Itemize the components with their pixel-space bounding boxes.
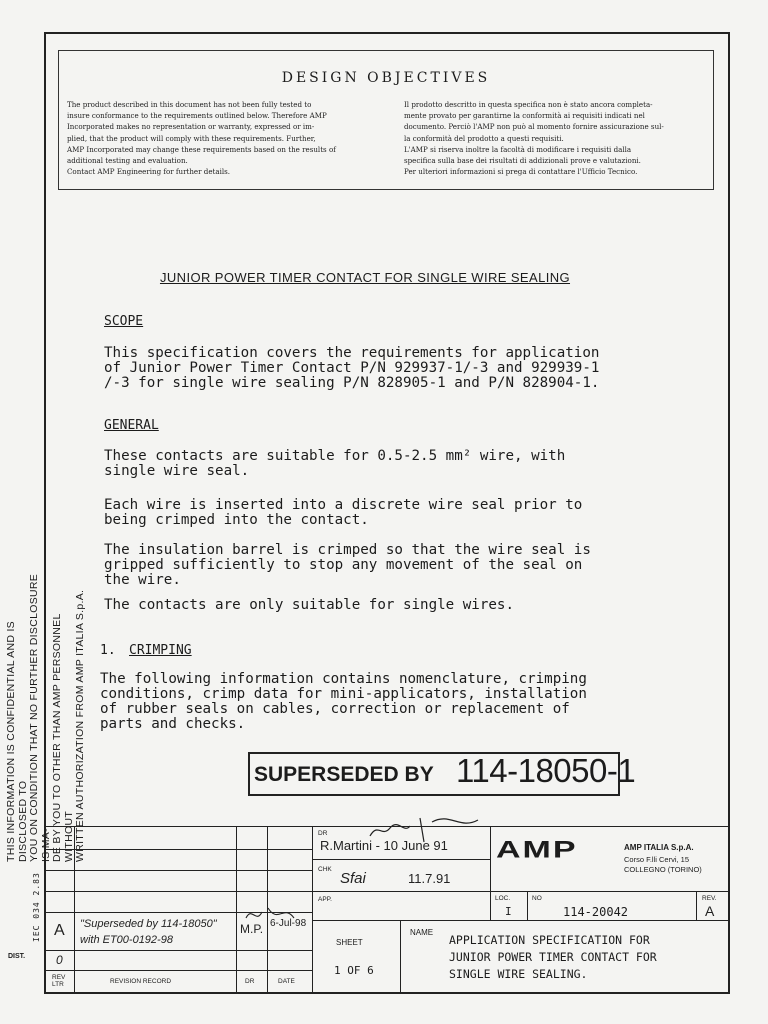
general-paragraph-3 bbox=[104, 543, 664, 588]
superseded-stamp-label: SUPERSEDED BY bbox=[254, 763, 434, 786]
rev-ltr-label: REV LTR bbox=[52, 974, 66, 988]
text-line: L'AMP si riserva inoltre la facoltà di modificare i requisiti dalla bbox=[404, 144, 632, 154]
text-line: plied, that the product will comply with these requirements. Further, bbox=[67, 133, 316, 143]
name-label: NAME bbox=[410, 928, 434, 937]
revision-date: 6-Jul-98 bbox=[270, 918, 307, 929]
superseded-stamp-number: 114-18050-1 bbox=[456, 752, 636, 789]
amp-logo: AMP bbox=[496, 836, 578, 864]
rev-value: A bbox=[705, 903, 715, 919]
text-line: Incorporated makes no representation or warranty, expressed or im- bbox=[67, 122, 315, 132]
text-line: THIS INFORMATION IS CONFIDENTIAL AND IS DISCLOSED TO bbox=[5, 621, 29, 862]
signature-scribble bbox=[244, 904, 304, 926]
sheet-value: 1 OF 6 bbox=[334, 964, 374, 977]
company-address-line: COLLEGNO (TORINO) bbox=[624, 865, 702, 874]
design-objectives-title: DESIGN OBJECTIVES bbox=[281, 70, 491, 86]
general-paragraph-2 bbox=[104, 498, 664, 528]
text-line: insure conformance to the requirements outlined below. Therefore AMP bbox=[67, 111, 327, 121]
revision-letter: 0 bbox=[56, 953, 63, 967]
grid-line bbox=[527, 891, 528, 920]
text-line: SINGLE WIRE SEALING. bbox=[449, 967, 588, 981]
grid-line bbox=[490, 826, 491, 920]
revision-letter: A bbox=[54, 922, 65, 939]
document-number: 114-20042 bbox=[563, 905, 629, 919]
dr-column-label: DR bbox=[245, 978, 255, 985]
grid-line bbox=[44, 849, 312, 850]
text-line: of Junior Power Timer Contact P/N 929937-1/-3 and 929939-1 bbox=[104, 360, 600, 376]
crimping-heading: CRIMPING bbox=[129, 643, 192, 658]
grid-line bbox=[312, 859, 490, 860]
iec-code: IEC 034 2.83 bbox=[32, 872, 41, 942]
company-name: AMP ITALIA S.p.A. bbox=[624, 843, 694, 852]
grid-line bbox=[44, 870, 312, 871]
text-line: Contact AMP Engineering for further details. bbox=[67, 167, 231, 177]
loc-value: I bbox=[505, 905, 512, 918]
text-line: This specification covers the requirements for application bbox=[104, 345, 600, 361]
grid-line bbox=[44, 891, 730, 892]
signature-scribble bbox=[360, 808, 490, 848]
design-objectives-italian bbox=[404, 99, 706, 177]
crimping-number: 1. bbox=[100, 643, 116, 658]
scope-heading: SCOPE bbox=[104, 314, 144, 329]
text-line: The product described in this document has not been fully tested to bbox=[67, 100, 312, 109]
text-line: APPLICATION SPECIFICATION FOR bbox=[449, 933, 650, 947]
text-line: Each wire is inserted into a discrete wire seal prior to bbox=[104, 497, 583, 513]
revision-record-label: REVISION RECORD bbox=[110, 978, 172, 985]
chk-label: CHK bbox=[318, 866, 332, 873]
text-line: /-3 for single wire sealing P/N 828905-1 and P/N 828904-1. bbox=[104, 375, 600, 391]
date-column-label: DATE bbox=[278, 978, 295, 985]
text-line: being crimped into the contact. bbox=[104, 512, 369, 528]
text-line: YOU ON CONDITION THAT NO FURTHER DISCLOSURE IS MA- bbox=[28, 573, 52, 862]
grid-line bbox=[312, 920, 730, 921]
text-line: specifica sulla base dei risultati di addizionali prove e valutazioni. bbox=[404, 156, 641, 166]
confidentiality-note bbox=[6, 562, 87, 862]
grid-line bbox=[312, 826, 313, 994]
text-line: additional testing and evaluation. bbox=[67, 156, 188, 166]
general-heading: GENERAL bbox=[104, 418, 159, 433]
grid-line bbox=[44, 950, 312, 951]
grid-line bbox=[44, 970, 312, 971]
dist-label: DIST. bbox=[8, 953, 26, 960]
document-title: JUNIOR POWER TIMER CONTACT FOR SINGLE WIRE SEALING bbox=[159, 270, 571, 285]
text-line: mente provato per garantirne la conformità ai requisiti indicati nel bbox=[404, 111, 645, 121]
revision-record-entry: "Superseded by 114-18050" with ET00-0192-98 bbox=[80, 918, 217, 946]
dr-value: R.Martini - 10 June 91 bbox=[320, 838, 448, 853]
dr-label: DR bbox=[318, 830, 328, 837]
no-label: NO bbox=[532, 895, 542, 902]
text-line: DE BY YOU TO OTHER THAN AMP PERSONNEL WITHOUT bbox=[51, 613, 75, 862]
text-line: AMP Incorporated may change these requirements based on the results of bbox=[67, 144, 336, 154]
grid-line bbox=[400, 920, 401, 994]
text-line: JUNIOR POWER TIMER CONTACT FOR bbox=[449, 950, 657, 964]
text-line: conditions, crimp data for mini-applicators, installation bbox=[100, 686, 587, 702]
grid-line bbox=[74, 826, 75, 994]
grid-line bbox=[696, 891, 697, 920]
revision-dr: M.P. bbox=[240, 922, 264, 936]
text-line: the wire. bbox=[104, 572, 181, 588]
text-line: single wire seal. bbox=[104, 463, 250, 479]
text-line: Il prodotto descritto in questa specifica non è stato ancora completa- bbox=[404, 100, 653, 109]
document-name bbox=[449, 932, 657, 983]
chk-value: Sfai bbox=[340, 870, 366, 887]
text-line: The insulation barrel is crimped so that the wire seal is bbox=[104, 542, 591, 558]
text-line: The following information contains nomenclature, crimping bbox=[100, 671, 587, 687]
text-line: WRITTEN AUTHORIZATION FROM AMP ITALIA S.p.A. bbox=[74, 589, 86, 862]
design-objectives-english bbox=[67, 99, 365, 177]
grid-line bbox=[236, 826, 237, 994]
text-line: parts and checks. bbox=[100, 716, 246, 732]
loc-label: LOC. bbox=[495, 895, 511, 902]
text-line: of rubber seals on cables, correction or replacement of bbox=[100, 701, 570, 717]
text-line: la conformità del prodotto a questi requisiti. bbox=[404, 133, 564, 143]
general-paragraph-4 bbox=[104, 598, 664, 613]
text-line: The contacts are only suitable for single wires. bbox=[104, 597, 514, 613]
sheet-label: SHEET bbox=[336, 938, 363, 947]
rev-label: REV. bbox=[702, 895, 717, 902]
chk-date: 11.7.91 bbox=[408, 871, 451, 886]
text-line: gripped sufficiently to stop any movement of the seal on bbox=[104, 557, 583, 573]
text-line: These contacts are suitable for 0.5-2.5 mm² wire, with bbox=[104, 448, 566, 464]
general-paragraph-1 bbox=[104, 449, 664, 479]
crimping-paragraph bbox=[100, 672, 660, 732]
app-label: APP. bbox=[318, 896, 332, 903]
text-line: Per ulteriori informazioni si prega di contattare l'Ufficio Tecnico. bbox=[404, 167, 638, 177]
company-address-line: Corso F.lli Cervi, 15 bbox=[624, 855, 690, 864]
text-line: documento. Perciò l'AMP non può al momento fornire assicurazione sul- bbox=[404, 122, 664, 132]
scope-paragraph bbox=[104, 346, 664, 391]
